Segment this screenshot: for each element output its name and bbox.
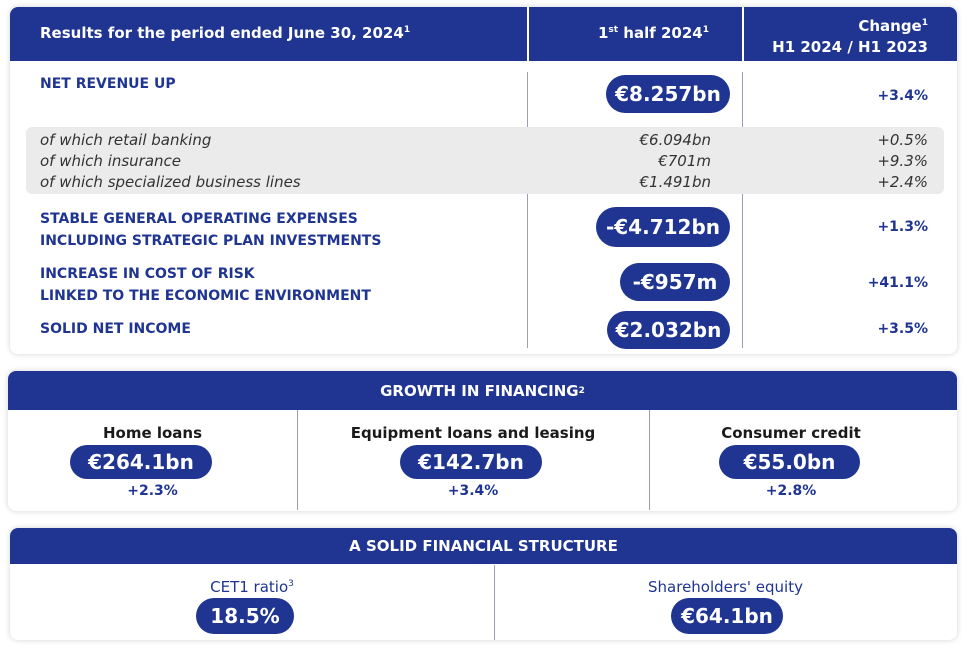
breakdown-retail-label: of which retail banking xyxy=(40,131,212,149)
column-divider-1 xyxy=(527,72,528,348)
change-label: Change$^1$ H1 2024 / H1 2023 xyxy=(772,17,928,56)
cost-of-risk-change: +41.1% xyxy=(867,275,928,291)
home-loans-value: €264.1bn xyxy=(70,445,212,479)
net-income-change: +3.5% xyxy=(877,321,928,337)
results-header xyxy=(10,7,957,61)
expenses-label: STABLE GENERAL OPERATING EXPENSES INCLUDING STRATEGIC PLAN INVESTMENTS xyxy=(40,211,382,249)
header-divider-2 xyxy=(742,7,744,61)
financing-header: GROWTH IN FINANCING 2 xyxy=(8,371,957,410)
expenses-value: -€4.712bn xyxy=(596,207,730,247)
breakdown-retail-change: +0.5% xyxy=(877,131,928,149)
breakdown-insurance-value: €701m xyxy=(658,152,711,170)
header-divider-1 xyxy=(527,7,529,61)
period-label: Results for the period ended June 30, 2024$^1$ xyxy=(40,24,411,42)
breakdown-retail-value: €6.094bn xyxy=(639,131,711,149)
structure-header xyxy=(10,528,957,564)
structure-title: A SOLID FINANCIAL STRUCTURE xyxy=(349,537,618,555)
column-divider-2 xyxy=(742,72,743,348)
breakdown-specialized-change: +2.4% xyxy=(877,173,928,191)
structure-divider xyxy=(494,565,495,640)
net-income-label: SOLID NET INCOME xyxy=(40,321,191,337)
breakdown-insurance-label: of which insurance xyxy=(40,152,182,170)
financing-title: GROWTH IN FINANCING xyxy=(380,381,579,400)
breakdown-specialized-label: of which specialized business lines xyxy=(40,173,301,191)
cet1-value: 18.5% xyxy=(196,598,294,634)
cost-of-risk-value: -€957m xyxy=(620,263,730,301)
equity-value: €64.1bn xyxy=(671,598,783,634)
breakdown-specialized-value: €1.491bn xyxy=(639,173,711,191)
consumer-credit-value: €55.0bn xyxy=(719,445,860,479)
expenses-change: +1.3% xyxy=(877,219,928,235)
consumer-credit-change: +2.8% xyxy=(765,483,817,499)
home-loans-change: +2.3% xyxy=(127,483,178,499)
half-label: 1st half 2024$^1$ xyxy=(597,24,709,42)
equity-label: Shareholders' equity xyxy=(648,578,803,596)
net-revenue-label: NET REVENUE UP xyxy=(40,76,176,92)
equipment-label: Equipment loans and leasing xyxy=(350,424,596,442)
cost-of-risk-label: INCREASE IN COST OF RISK LINKED TO THE ECONOMIC ENVIRONMENT xyxy=(40,266,371,304)
consumer-credit-label: Consumer credit xyxy=(721,424,861,442)
home-loans-label: Home loans xyxy=(102,424,203,442)
equipment-change: +3.4% xyxy=(447,483,499,499)
net-revenue-value: €8.257bn xyxy=(606,75,730,113)
cet1-label: CET1 ratio$^3$ xyxy=(210,578,294,596)
equipment-value: €142.7bn xyxy=(400,445,542,479)
net-income-value: €2.032bn xyxy=(607,311,730,349)
net-revenue-change: +3.4% xyxy=(877,88,928,104)
breakdown-insurance-change: +9.3% xyxy=(877,152,928,170)
